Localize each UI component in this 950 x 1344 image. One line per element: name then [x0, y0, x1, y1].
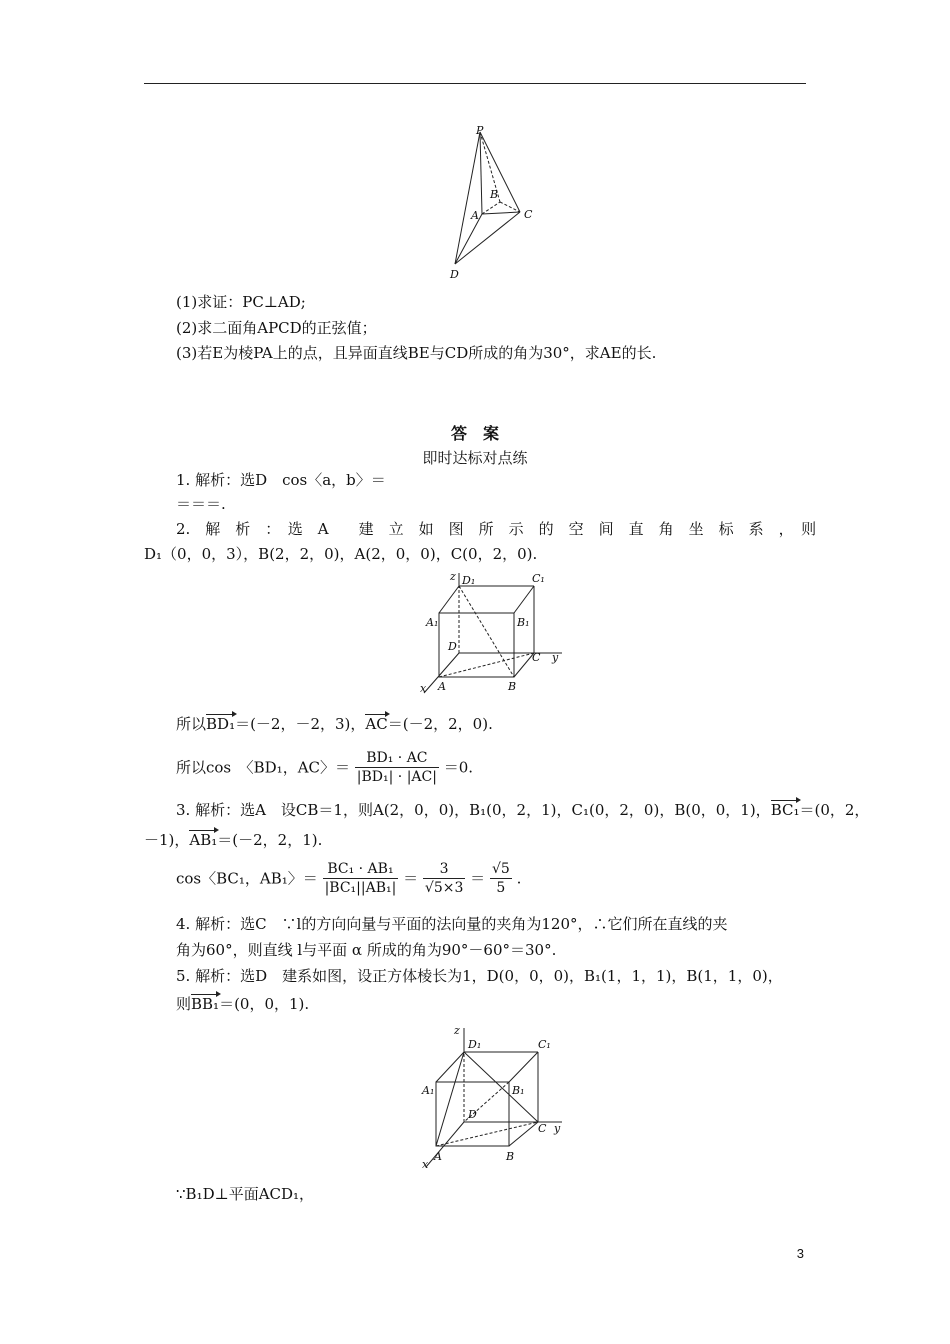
vector-bd1: BD₁ [206, 715, 236, 733]
answers-title: 答 案 [450, 424, 499, 443]
question-part-3: (3)若E为棱PA上的点，且异面直线BE与CD所成的角为30°，求AE的长. [176, 344, 657, 362]
svg-text:z: z [450, 570, 456, 583]
label-A: A [471, 209, 479, 222]
svg-text:D₁: D₁ [462, 574, 476, 587]
svg-text:B: B [506, 1150, 515, 1163]
answer-2-vectors: 所以BD₁＝(－2，－2，3)，AC＝(－2，2，0). [176, 715, 493, 733]
answer-3-line-2: －1)，AB₁＝(－2，2，1). [144, 831, 323, 849]
svg-text:D₁: D₁ [468, 1038, 482, 1051]
label-B: B [490, 188, 499, 201]
answer-4-line-2: 角为60°，则直线 l与平面 α 所成的角为90°－60°＝30°. [176, 941, 557, 959]
answer-5-line-2: 则BB₁＝(0，0，1). [176, 995, 310, 1013]
answers-subtitle: 即时达标对点练 [422, 449, 528, 467]
fraction: $\frac{\text{BD₁ · AC}}{\text{|BD₁| · |AC|}}$ [356, 750, 437, 785]
svg-text:D: D [468, 1108, 477, 1121]
svg-text:A₁: A₁ [422, 1084, 435, 1097]
svg-text:y: y [554, 1122, 561, 1135]
svg-text:z: z [454, 1024, 460, 1037]
label-P: P [476, 124, 484, 137]
cube-figure-2 [414, 1022, 564, 1172]
answer-2-cos: 所以cos 〈BD₁，AC〉＝ $\frac{\text{BD₁ · AC}}{\text{|BD₁| · |AC|}}$ ＝0. [176, 750, 474, 785]
label-D: D [450, 268, 459, 281]
label-C: C [524, 208, 533, 221]
answer-5-line-1: 5. 解析：选D 建系如图，设正方体棱长为1，D(0，0，0)，B₁(1，1，1)，B(1，1，0)， [176, 967, 783, 985]
answer-3-line-1: 3. 解析：选A 设CB＝1，则A(2，0，0)，B₁(0，2，1)，C₁(0，2，0)，B(0，0，1)，BC₁＝(0，2， [176, 801, 870, 819]
page-number: 3 [796, 1246, 804, 1261]
svg-text:C: C [538, 1122, 547, 1135]
answer-1-line-2: ＝＝＝. [176, 495, 226, 513]
answer-5-last: ∵B₁D⊥平面ACD₁， [176, 1185, 315, 1203]
svg-text:B₁: B₁ [512, 1084, 525, 1097]
svg-text:C₁: C₁ [538, 1038, 551, 1051]
svg-text:C: C [532, 651, 541, 664]
svg-text:B: B [508, 680, 517, 693]
svg-text:A: A [438, 680, 446, 693]
svg-text:A: A [434, 1150, 442, 1163]
svg-text:B₁: B₁ [517, 616, 530, 629]
answer-3-cos: cos〈BC₁，AB₁〉＝ $\frac{\text{BC₁ · AB₁}}{\text{|BC₁||AB₁|}}$ ＝ $\frac{3}{√5\times 3}$ ＝ $\frac{√5}{5}$ . [176, 861, 522, 896]
svg-text:D: D [448, 640, 457, 653]
svg-text:y: y [552, 651, 559, 664]
answer-4-line-1: 4. 解析：选C ∵l的方向向量与平面的法向量的夹角为120°，∴它们所在直线的夹 [176, 915, 728, 933]
answer-2-line-2: D₁（0，0，3），B(2，2，0)，A(2，0，0)，C(0，2，0). [144, 545, 538, 563]
svg-text:x: x [422, 1158, 429, 1171]
pyramid-figure [440, 124, 550, 284]
question-part-2: (2)求二面角APCD的正弦值； [176, 319, 377, 337]
answer-1-line-1: 1. 解析：选D cos〈a，b〉＝ [176, 471, 386, 489]
answer-2-line-1: 2. 解 析 ： 选 A 建 立 如 图 所 示 的 空 间 直 角 坐 标 系 ， 则 [176, 520, 817, 538]
question-part-1: (1)求证：PC⊥AD; [176, 293, 306, 311]
svg-text:x: x [420, 682, 427, 695]
cube-figure-1 [414, 568, 564, 698]
svg-text:A₁: A₁ [426, 616, 439, 629]
svg-text:C₁: C₁ [532, 572, 545, 585]
header-rule [144, 83, 806, 84]
vector-ac: AC [365, 715, 388, 733]
